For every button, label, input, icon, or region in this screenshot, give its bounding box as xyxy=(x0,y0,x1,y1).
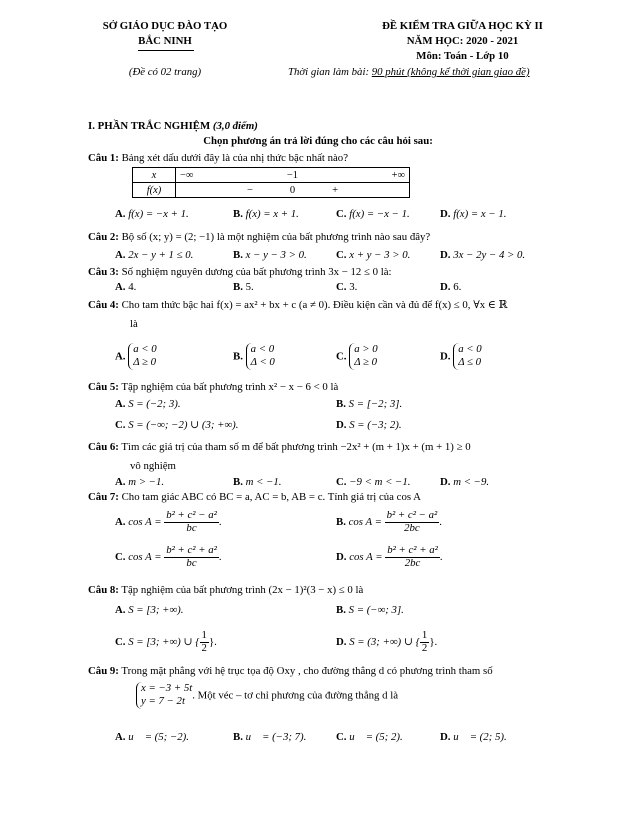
option-text: u⃗ = (5; −2). xyxy=(125,731,189,743)
q7-option-a[interactable]: A. cos A = $\frac{\text{b² + c² − a²}}{bc}$ . xyxy=(115,509,222,534)
q2-option-c[interactable] xyxy=(336,249,410,261)
q5-option-c[interactable] xyxy=(115,419,238,431)
org-line1: SỞ GIÁO DỤC ĐÀO TẠO xyxy=(102,20,228,32)
fraction-numerator: b² + c² + a² xyxy=(387,544,438,556)
page-count: (Đề có 02 trang) xyxy=(128,66,202,78)
system-row-2: Δ ≥ 0 xyxy=(133,356,157,369)
option-text: 3x − 2y − 4 > 0. xyxy=(450,249,526,261)
option-text: S = (−2; 3). xyxy=(125,398,181,410)
option-letter: A. xyxy=(115,604,126,616)
sign-table-minus: − xyxy=(176,183,257,198)
fraction-denominator: 2 xyxy=(201,641,207,654)
fraction-numerator: b² + c² − a² xyxy=(386,509,438,521)
system-row-1: x = −3 + 5t xyxy=(141,682,193,694)
q9-text-continued: . Một véc – tơ chỉ phương của đường thẳng d là xyxy=(192,689,398,702)
option-text: 6. xyxy=(450,281,462,293)
q4-option-d[interactable] xyxy=(440,343,482,370)
q2-option-b[interactable] xyxy=(233,249,307,261)
sign-table-neg-inf: −∞ xyxy=(176,168,257,183)
option-suffix: }. xyxy=(208,635,217,648)
fraction-denominator: 2bc xyxy=(404,521,420,534)
option-fraction xyxy=(164,510,219,535)
question-8 xyxy=(88,584,363,596)
option-letter: D. xyxy=(440,476,451,488)
option-prefix: cos A = xyxy=(125,515,165,528)
option-system xyxy=(128,343,156,370)
option-letter: B. xyxy=(233,476,243,488)
system-row-2: y = 7 − 2t xyxy=(141,695,185,708)
option-fraction xyxy=(420,630,429,655)
q5-option-d[interactable] xyxy=(336,419,402,431)
option-text: S = (−∞; −2) ∪ (3; +∞). xyxy=(125,419,239,431)
option-letter: C. xyxy=(115,635,126,648)
sign-table-pos-inf: +∞ xyxy=(328,168,409,183)
q9-option-b[interactable] xyxy=(233,731,306,743)
sign-table-plus: + xyxy=(328,183,409,198)
school-year: NĂM HỌC: 2020 - 2021 xyxy=(406,35,519,47)
option-text: 4. xyxy=(125,281,137,293)
section-title xyxy=(88,120,258,132)
option-text: u⃗ = (5; 2). xyxy=(346,731,403,743)
system-row-1: a > 0 xyxy=(354,343,378,355)
q1-option-b[interactable] xyxy=(233,208,299,220)
q4-label: Câu 4: xyxy=(88,299,119,311)
option-text: f(x) = −x − 1. xyxy=(346,208,410,220)
option-letter: C. xyxy=(336,731,347,743)
q4-option-a[interactable] xyxy=(115,343,157,370)
option-letter: B. xyxy=(233,731,243,743)
question-7 xyxy=(88,491,421,503)
system-row-2: Δ ≤ 0 xyxy=(458,356,482,369)
q8-option-a[interactable] xyxy=(115,604,183,616)
option-letter: C. xyxy=(336,208,347,220)
option-letter: D. xyxy=(336,550,347,563)
option-text: m < −9. xyxy=(450,476,490,488)
option-text: f(x) = x + 1. xyxy=(242,208,299,220)
option-suffix: }. xyxy=(429,635,438,648)
option-prefix: cos A = xyxy=(125,550,165,563)
option-text: f(x) = −x + 1. xyxy=(125,208,189,220)
q8-option-c[interactable] xyxy=(115,630,217,655)
q2-option-a[interactable] xyxy=(115,249,193,261)
sign-table xyxy=(132,167,410,198)
system-row-1: a < 0 xyxy=(133,343,157,355)
system-row-2: Δ < 0 xyxy=(250,356,275,369)
option-letter: B. xyxy=(233,249,243,261)
q9-label: Câu 9: xyxy=(88,665,119,677)
q4-text-continued: là xyxy=(130,318,138,330)
q8-label: Câu 8: xyxy=(88,584,119,596)
q9-parametric-system xyxy=(136,682,398,709)
option-fraction xyxy=(385,545,440,570)
option-letter: B. xyxy=(336,398,346,410)
option-letter: A. xyxy=(115,731,126,743)
q2-label: Câu 2: xyxy=(88,231,119,243)
option-letter: D. xyxy=(440,350,451,363)
q8-option-d[interactable] xyxy=(336,630,437,655)
q4-option-c[interactable] xyxy=(336,343,378,370)
option-text: f(x) = x − 1. xyxy=(450,208,507,220)
time-prefix: Thời gian làm bài: xyxy=(288,66,372,78)
q3-option-d[interactable] xyxy=(440,281,461,293)
option-letter: A. xyxy=(115,249,126,261)
q3-option-a[interactable] xyxy=(115,281,136,293)
q4-text: Cho tam thức bậc hai f(x) = ax² + bx + c (a ≠ 0). Điều kiện cần và đủ để f(x) ≤ 0, ∀x ∈ ℝ xyxy=(118,299,508,311)
q6-label: Câu 6: xyxy=(88,441,119,453)
option-letter: C. xyxy=(336,281,347,293)
option-text: S = (−∞; 3]. xyxy=(345,604,404,616)
option-system xyxy=(349,343,377,370)
q1-label: Câu 1: xyxy=(88,152,119,164)
question-2 xyxy=(88,231,430,243)
org-line2: BẮC NINH xyxy=(138,35,192,47)
question-6 xyxy=(88,441,471,453)
option-system xyxy=(246,343,275,370)
section-heading: I. PHẦN TRẮC NGHIỆM xyxy=(88,120,211,132)
option-letter: B. xyxy=(336,515,346,528)
option-letter: D. xyxy=(336,635,347,648)
q3-option-b[interactable] xyxy=(233,281,254,293)
option-letter: D. xyxy=(440,208,451,220)
exam-time xyxy=(288,66,530,78)
q7-option-b[interactable]: B. cos A = $\frac{\text{b² + c² − a²}}{2bc}$ . xyxy=(336,509,442,534)
q2-option-d[interactable] xyxy=(440,249,525,261)
option-text: 3. xyxy=(346,281,358,293)
section-points: (3,0 điểm) xyxy=(210,120,258,132)
option-letter: D. xyxy=(440,731,451,743)
sign-table-x: x xyxy=(133,168,176,183)
option-text: S = [3; +∞). xyxy=(125,604,184,616)
q6-text: Tìm các giá trị của tham số m để bất phương trình −2x² + (m + 1)x + (m + 1) ≥ 0 xyxy=(118,441,471,453)
option-text: x − y − 3 > 0. xyxy=(242,249,307,261)
q2-text: Bộ số (x; y) = (2; −1) là một nghiệm của bất phương trình nào sau đây? xyxy=(118,231,431,243)
option-letter: A. xyxy=(115,281,126,293)
option-text: −9 < m < −1. xyxy=(346,476,411,488)
q9-text: Trong mặt phẳng với hệ trục tọa độ Oxy , cho đường thẳng d có phương trình tham số xyxy=(118,665,493,677)
option-letter: B. xyxy=(233,281,243,293)
subject: Môn: Toán - Lớp 10 xyxy=(416,50,509,62)
org-underline xyxy=(138,50,194,51)
q5-option-a[interactable] xyxy=(115,398,181,410)
option-text: 2x − y + 1 ≤ 0. xyxy=(125,249,194,261)
fraction-denominator: bc xyxy=(186,556,197,569)
fraction-denominator: 2 xyxy=(421,641,428,654)
option-letter: C. xyxy=(336,476,347,488)
q6-option-b[interactable] xyxy=(233,476,281,488)
option-letter: A. xyxy=(115,476,126,488)
option-text: x + y − 3 > 0. xyxy=(346,249,411,261)
system-row-1: a < 0 xyxy=(250,343,275,355)
fraction-numerator: b² + c² + a² xyxy=(166,544,217,556)
q1-option-c[interactable] xyxy=(336,208,410,220)
time-value: 90 phút (không kể thời gian giao đề) xyxy=(371,66,530,78)
option-fraction xyxy=(164,545,219,570)
exam-title: ĐỀ KIỂM TRA GIỮA HỌC KỲ II xyxy=(382,20,543,32)
q5-text: Tập nghiệm của bất phương trình x² − x − 6 < 0 là xyxy=(118,381,339,393)
option-text: m < −1. xyxy=(242,476,282,488)
option-letter: A. xyxy=(115,398,126,410)
question-4 xyxy=(88,299,508,311)
option-prefix: S = (3; +∞) ∪ { xyxy=(346,635,420,648)
q3-option-c[interactable] xyxy=(336,281,357,293)
option-prefix: S = [3; +∞) ∪ { xyxy=(125,635,200,648)
option-letter: B. xyxy=(233,350,243,363)
parametric-system xyxy=(136,682,192,709)
option-letter: B. xyxy=(336,604,346,616)
q5-label: Câu 5: xyxy=(88,381,119,393)
q9-option-c[interactable] xyxy=(336,731,403,743)
sign-table-fx: f(x) xyxy=(133,183,176,198)
option-text: u⃗ = (−3; 7). xyxy=(242,731,307,743)
q6-option-c[interactable] xyxy=(336,476,410,488)
question-1 xyxy=(88,152,348,164)
option-text: m > −1. xyxy=(125,476,165,488)
option-prefix: cos A = xyxy=(346,550,386,563)
fraction-numerator: 1 xyxy=(201,629,207,641)
q1-option-a[interactable] xyxy=(115,208,189,220)
option-letter: D. xyxy=(440,281,451,293)
q7-option-d[interactable]: D. cos A = $\frac{\text{b² + c² + a²}}{2bc}$ . xyxy=(336,544,443,569)
q1-option-d[interactable] xyxy=(440,208,506,220)
option-fraction xyxy=(200,630,209,655)
q3-text: Số nghiệm nguyên dương của bất phương trình 3x − 12 ≤ 0 là: xyxy=(118,266,392,278)
question-5 xyxy=(88,381,338,393)
option-letter: A. xyxy=(115,515,126,528)
q9-option-d[interactable] xyxy=(440,731,507,743)
option-letter: B. xyxy=(233,208,243,220)
q3-label: Câu 3: xyxy=(88,266,119,278)
option-letter: C. xyxy=(336,249,347,261)
option-system xyxy=(453,343,481,370)
q1-text: Bảng xét dấu dưới đây là của nhị thức bậc nhất nào? xyxy=(118,152,348,164)
system-row-1: a < 0 xyxy=(458,343,482,355)
option-fraction xyxy=(385,510,440,535)
option-letter: D. xyxy=(440,249,451,261)
q7-label: Câu 7: xyxy=(88,491,119,503)
option-text: S = (−3; 2). xyxy=(346,419,402,431)
option-letter: D. xyxy=(336,419,347,431)
option-prefix: cos A = xyxy=(345,515,385,528)
q6-option-d[interactable] xyxy=(440,476,489,488)
q5-option-b[interactable] xyxy=(336,398,402,410)
q7-option-c[interactable]: C. cos A = $\frac{\text{b² + c² + a²}}{bc}$ . xyxy=(115,544,222,569)
question-3 xyxy=(88,266,392,278)
q6-option-a[interactable] xyxy=(115,476,164,488)
q6-text-continued: vô nghiệm xyxy=(130,460,176,472)
option-letter: A. xyxy=(115,208,126,220)
option-text: S = [−2; 3]. xyxy=(345,398,403,410)
option-letter: C. xyxy=(115,550,126,563)
option-text: u⃗ = (2; 5). xyxy=(450,731,507,743)
q8-text: Tập nghiệm của bất phương trình (2x − 1)²(3 − x) ≤ 0 là xyxy=(118,584,364,596)
sign-table-zero: 0 xyxy=(257,183,328,198)
q9-option-a[interactable] xyxy=(115,731,189,743)
fraction-denominator: 2bc xyxy=(404,556,421,569)
q8-option-b[interactable] xyxy=(336,604,404,616)
fraction-denominator: bc xyxy=(186,521,197,534)
fraction-numerator: 1 xyxy=(421,629,428,641)
q4-option-b[interactable] xyxy=(233,343,275,370)
option-letter: A. xyxy=(115,350,126,363)
question-9 xyxy=(88,665,493,677)
option-letter: C. xyxy=(115,419,126,431)
sign-table-root: −1 xyxy=(257,168,328,183)
option-letter: C. xyxy=(336,350,347,363)
system-row-2: Δ ≥ 0 xyxy=(354,356,378,369)
fraction-numerator: b² + c² − a² xyxy=(166,509,217,521)
q7-text: Cho tam giác ABC có BC = a, AC = b, AB = c. Tính giá trị của cos A xyxy=(118,491,421,503)
option-text: 5. xyxy=(242,281,254,293)
section-instruction: Chọn phương án trả lời đúng cho các câu hỏi sau: xyxy=(203,135,433,147)
